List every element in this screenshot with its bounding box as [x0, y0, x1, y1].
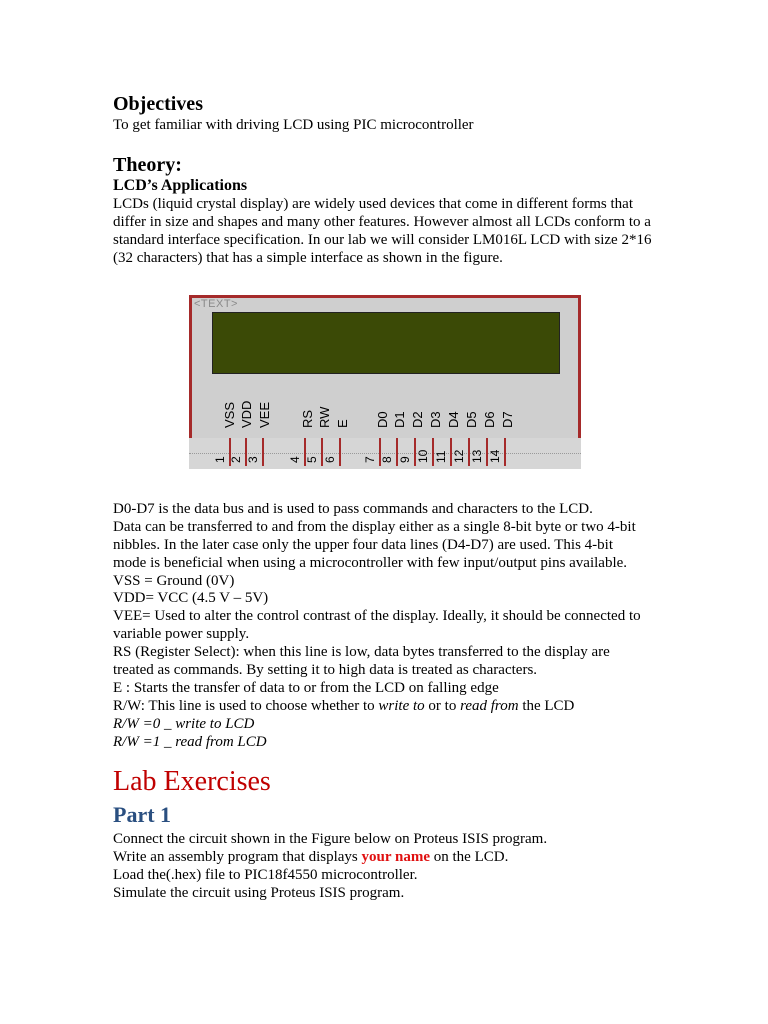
pin-number: 4 [288, 456, 302, 463]
lab-exercises-heading: Lab Exercises [113, 766, 271, 797]
pin-11 [436, 438, 451, 466]
pin-stub [262, 438, 264, 466]
pin-label-d5: D5 [464, 411, 479, 428]
pin-13 [472, 438, 487, 466]
lcd-figure [189, 295, 581, 469]
description-line: RS (Register Select): when this line is low, data bytes transferred to the display are [113, 644, 610, 661]
description-line: variable power supply. [113, 626, 250, 643]
lcd-applications-heading: LCD’s Applications [113, 177, 248, 194]
objectives-heading: Objectives [113, 93, 203, 115]
pin-number: 5 [305, 456, 319, 463]
lab-steps [113, 831, 547, 903]
pin-12 [454, 438, 469, 466]
description-line: nibbles. In the later case only the upper four data lines (D4-D7) are used. This 4-bit [113, 536, 613, 553]
pin-label-d0: D0 [375, 411, 390, 428]
step2-suffix: on the LCD. [430, 848, 509, 865]
pin-8 [382, 438, 397, 466]
pin-label-vee: VEE [257, 401, 272, 428]
rw-suffix: the LCD [518, 697, 575, 714]
theory-line: differ in size and shapes and many other features. However almost all LCDs conform to a [113, 213, 651, 230]
pin-label-d2: D2 [410, 411, 425, 428]
lab-step: Load the(.hex) file to PIC18f4550 microcontroller. [113, 866, 418, 883]
theory-line: (32 characters) that has a simple interface as shown in the figure. [113, 249, 503, 266]
pin-number: 13 [470, 449, 484, 463]
pin-label-d3: D3 [428, 411, 443, 428]
pin-14 [490, 438, 505, 466]
pin-number: 14 [488, 449, 502, 463]
pin-number: 10 [416, 449, 430, 463]
theory-line: LCDs (liquid crystal display) are widely used devices that come in different forms that [113, 196, 633, 212]
pin-10 [418, 438, 433, 466]
rw-write-italic: write to [378, 697, 425, 714]
pin-2 [231, 438, 246, 466]
text-tag: <TEXT> [194, 298, 238, 310]
your-name-highlight: your name [361, 848, 430, 865]
pin-5 [307, 438, 322, 466]
lcd-module [189, 295, 581, 441]
lab-step: Connect the circuit shown in the Figure below on Proteus ISIS program. [113, 831, 548, 847]
description-line: VDD= VCC (4.5 V – 5V) [113, 590, 269, 607]
pin-3 [248, 438, 263, 466]
pin-label-rs: RS [300, 409, 315, 428]
pin-number: 2 [229, 456, 243, 463]
pin-6 [325, 438, 340, 466]
step2-prefix: Write an assembly program that displays [113, 848, 362, 865]
objectives-text: To get familiar with driving LCD using PIC microcontroller [113, 117, 474, 133]
lab-step: Simulate the circuit using Proteus ISIS program. [113, 884, 405, 901]
theory-line: standard interface specification. In our lab we will consider LM016L LCD with size 2*16 [113, 231, 652, 248]
pin-stub [339, 438, 341, 466]
description-line: E : Starts the transfer of data to or from the LCD on falling edge [113, 679, 499, 696]
lab-step [113, 849, 547, 867]
pin-number: 11 [434, 450, 448, 463]
pin-label-d6: D6 [482, 411, 497, 428]
lcd-screen [212, 312, 560, 374]
pin-number: 9 [398, 456, 412, 463]
rw-description [113, 698, 641, 716]
pin-label-d7: D7 [500, 411, 515, 428]
description-line: Data can be transferred to and from the display either as a single 8-bit byte or two 4-bit [113, 518, 636, 535]
pin-7 [365, 438, 380, 466]
description-line: treated as commands. By setting it to high data is treated as characters. [113, 662, 538, 679]
pin-label-e: E [335, 419, 350, 428]
description-block [113, 501, 641, 751]
pin-number: 8 [380, 456, 394, 463]
rw-mid: or to [424, 697, 461, 714]
pin-number: 12 [452, 449, 466, 463]
pin-4 [290, 438, 305, 466]
rw-one-line: R/W =1 _ read from LCD [113, 733, 267, 750]
theory-heading: Theory: [113, 154, 182, 176]
pin-9 [400, 438, 415, 466]
pin-number: 7 [363, 456, 377, 463]
rw-zero-line: R/W =0 _ write to LCD [113, 715, 255, 732]
pin-number: 6 [323, 456, 337, 463]
pin-label-vdd: VDD [239, 400, 254, 428]
pin-1 [215, 438, 230, 466]
part-1-heading: Part 1 [113, 802, 172, 827]
rw-read-italic: read from [460, 697, 519, 714]
pin-label-rw: RW [317, 406, 332, 428]
pin-label-d1: D1 [392, 411, 407, 428]
pin-label-d4: D4 [446, 411, 461, 428]
theory-paragraph [113, 196, 651, 268]
rw-prefix: R/W: This line is used to choose whether to [113, 697, 379, 714]
pin-label-vss: VSS [222, 401, 237, 428]
pin-stub [504, 438, 506, 466]
pin-number: 1 [213, 456, 227, 463]
description-line: VSS = Ground (0V) [113, 572, 235, 589]
pin-number: 3 [246, 456, 260, 463]
description-line: mode is beneficial when using a microcontroller with few input/output pins available. [113, 554, 628, 571]
description-line: VEE= Used to alter the control contrast of the display. Ideally, it should be connected to [113, 608, 641, 625]
description-line: D0-D7 is the data bus and is used to pass commands and characters to the LCD. [113, 501, 593, 517]
